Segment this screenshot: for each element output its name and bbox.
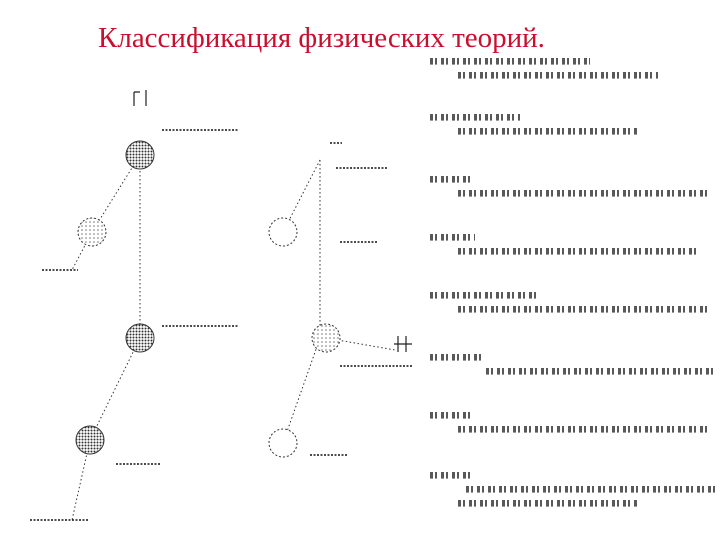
description-item: [430, 292, 715, 318]
description-item: [430, 354, 715, 380]
node-gr: [312, 324, 340, 352]
description-item: [430, 58, 715, 84]
node-quantum-gravity: [126, 141, 154, 169]
description-item: [430, 412, 715, 438]
diagram-nodes: [76, 141, 340, 457]
diagram-edges: [72, 155, 395, 520]
description-item: [430, 176, 715, 202]
node-label-marks: [30, 130, 412, 520]
slide-title: Классификация физических теорий.: [98, 22, 545, 54]
node-qed: [76, 426, 104, 454]
axis-g-mark: [134, 90, 146, 106]
node-classical: [269, 429, 297, 457]
description-item: [430, 472, 715, 512]
description-item: [430, 234, 715, 260]
axis-c-mark: [394, 336, 412, 352]
node-qft: [126, 324, 154, 352]
node-quantum-mechanics: [78, 218, 106, 246]
description-item: [430, 114, 715, 140]
node-newton-gravity: [269, 218, 297, 246]
